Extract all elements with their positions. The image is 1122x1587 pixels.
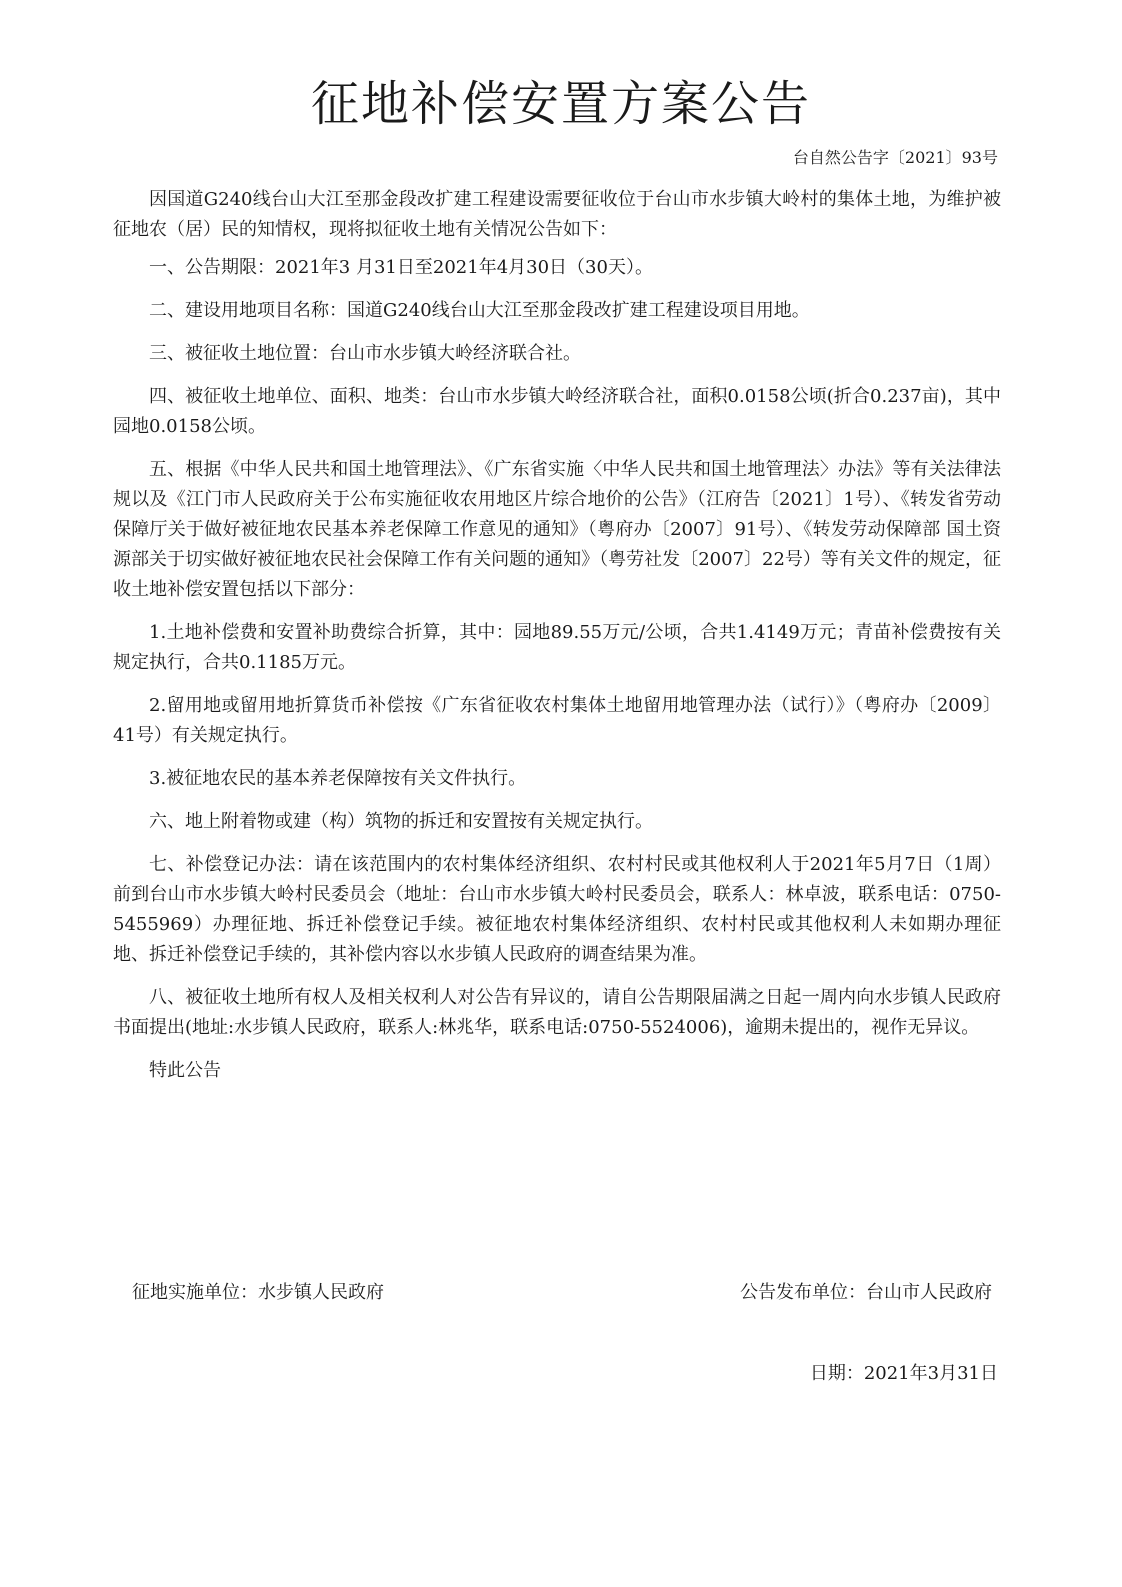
paragraph-item-5: 五、根据《中华人民共和国土地管理法》、《广东省实施〈中华人民共和国土地管理法〉办法》等有关法律法规以及《江门市人民政府关于公布实施征收农用地区片综合地价的公告》（江府告〔2021〕1号）、《转发省劳动保障厅关于做好被征地农民基本养老保障工作意见的通知》（粤府办〔2007〕91号）、《转发劳动保障部 国土资源部关于切实做好被征地农民社会保障工作有关问题的通知》（粤劳社发〔2007〕22号）等有关文件的规定，征收土地补偿安置包括以下部分： (113, 459, 1001, 600)
paragraph-item-3: 三、被征收土地位置：台山市水步镇大岭经济联合社。 (149, 343, 581, 364)
issuing-unit: 公告发布单位：台山市人民政府 (740, 1282, 992, 1303)
implementing-unit: 征地实施单位：水步镇人民政府 (132, 1282, 384, 1303)
paragraph-item-7: 七、补偿登记办法：请在该范围内的农村集体经济组织、农村村民或其他权利人于2021年5月7日（1周）前到台山市水步镇大岭村民委员会（地址：台山市水步镇大岭村民委员会，联系人：林卓波，联系电话：0750-5455969）办理征地、拆迁补偿登记手续。被征地农村集体经济组织、农村村民或其他权利人未如期办理征地、拆迁补偿登记手续的，其补偿内容以水步镇人民政府的调查结果为准。 (113, 854, 1001, 965)
paragraph-item-6: 六、地上附着物或建（构）筑物的拆迁和安置按有关规定执行。 (149, 811, 653, 832)
paragraph-item-8: 八、被征收土地所有权人及相关权利人对公告有异议的，请自公告期限届满之日起一周内向水步镇人民政府书面提出(地址:水步镇人民政府，联系人:林兆华，联系电话:0750-5524006)，逾期未提出的，视作无异议。 (113, 987, 1001, 1038)
document-title: 征地补偿安置方案公告 (310, 76, 811, 132)
paragraph-item-4: 四、被征收土地单位、面积、地类：台山市水步镇大岭经济联合社，面积0.0158公顷(折合0.237亩)，其中园地0.0158公顷。 (113, 386, 1001, 437)
document-body (113, 185, 1001, 1099)
document-number: 台自然公告字〔2021〕93号 (792, 148, 998, 167)
paragraph-closing: 特此公告 (149, 1060, 221, 1081)
paragraph-item-5-1: 1.土地补偿费和安置补助费综合折算，其中：园地89.55万元/公顷，合共1.4149万元；青苗补偿费按有关规定执行，合共0.1185万元。 (113, 622, 1001, 673)
paragraph-item-5-2: 2.留用地或留用地折算货币补偿按《广东省征收农村集体土地留用地管理办法（试行）》（粤府办〔2009〕41号）有关规定执行。 (113, 695, 1001, 746)
paragraph-item-5-3: 3.被征地农民的基本养老保障按有关文件执行。 (149, 768, 527, 789)
paragraph-intro: 因国道G240线台山大江至那金段改扩建工程建设需要征收位于台山市水步镇大岭村的集体土地，为维护被征地农（居）民的知情权，现将拟征收土地有关情况公告如下： (113, 189, 1001, 240)
issue-date: 日期：2021年3月31日 (809, 1363, 998, 1384)
paragraph-item-1: 一、公告期限：2021年3 月31日至2021年4月30日（30天）。 (149, 257, 653, 278)
paragraph-item-2: 二、建设用地项目名称：国道G240线台山大江至那金段改扩建工程建设项目用地。 (149, 300, 810, 321)
